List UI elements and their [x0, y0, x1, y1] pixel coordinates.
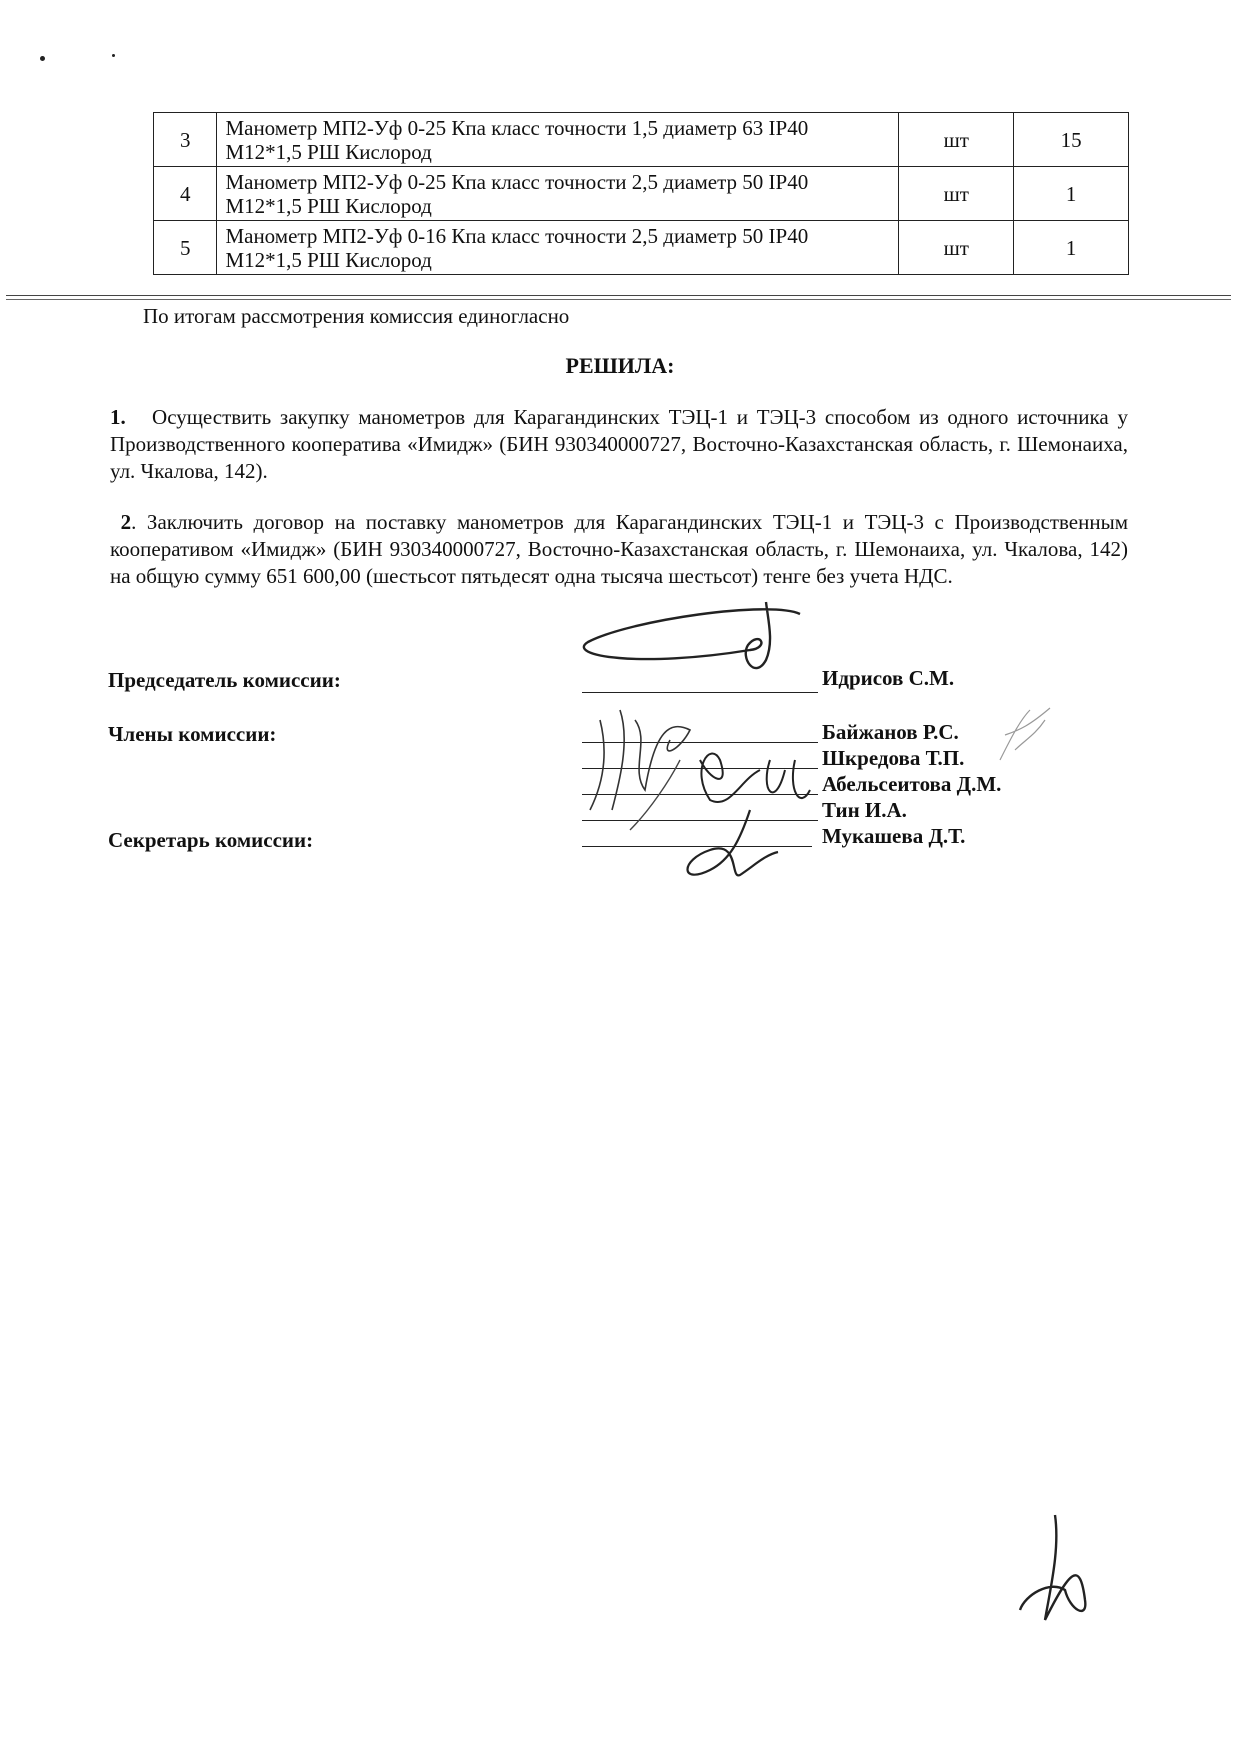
item-name	[217, 167, 899, 221]
paragraph-text: Осуществить закупку манометров для Карагандинских ТЭЦ-1 и ТЭЦ-3 способом из одного источника у Производственного кооператива «Имидж» (БИН 930340000727, Восточно-Казахстанская область, г. Шемонаиха, ул. Чкалова, 142).	[110, 405, 1128, 483]
signature-line	[582, 692, 818, 693]
item-name-line: Манометр МП2-Уф 0-16 Кпа класс точности 2,5 диаметр 50 IP40	[225, 223, 809, 248]
item-name-line: M12*1,5 РШ Кислород	[225, 247, 432, 272]
intro-text: По итогам рассмотрения комиссия единогласно	[143, 304, 570, 328]
member-name: Абельсеитова Д.М.	[822, 772, 1002, 796]
item-name-line: M12*1,5 РШ Кислород	[225, 193, 432, 218]
paragraph-text: . Заключить договор на поставку манометров для Карагандинских ТЭЦ-1 и ТЭЦ-3 с Производственным кооперативом «Имидж» (БИН 930340000727, Восточно-Казахстанская область, г. Шемонаиха, ул. Чкалова, 142) на общую сумму 651 600,00 (шестьсот пятьдесят одна тысяча шестьсот) тенге без учета НДС.	[110, 510, 1128, 588]
chairman-name: Идрисов С.М.	[822, 666, 955, 690]
secretary-name: Мукашева Д.Т.	[822, 824, 966, 848]
page-break-rule	[6, 299, 1231, 300]
members-label: Члены комиссии:	[108, 722, 277, 746]
item-name	[217, 113, 899, 167]
row-number: 4	[154, 167, 217, 221]
faint-signature	[990, 700, 1060, 770]
item-unit: шт	[899, 113, 1014, 167]
table-row	[154, 167, 1129, 221]
chairman-label: Председатель комиссии:	[108, 668, 341, 692]
secretary-signature	[670, 800, 780, 890]
table-row	[154, 113, 1129, 167]
row-number: 5	[154, 221, 217, 275]
item-quantity: 1	[1014, 167, 1129, 221]
item-name	[217, 221, 899, 275]
items-table	[153, 112, 1129, 275]
item-name-line: M12*1,5 РШ Кислород	[225, 139, 432, 164]
paragraph-number: 1.	[110, 405, 126, 429]
decision-heading: РЕШИЛА:	[565, 353, 675, 378]
decision-paragraph-2	[110, 509, 1128, 590]
page-break-rule	[6, 295, 1231, 296]
chairman-signature	[570, 590, 810, 690]
item-name-line: Манометр МП2-Уф 0-25 Кпа класс точности 1,5 диаметр 63 IP40	[225, 115, 809, 140]
page-initials	[1010, 1510, 1100, 1630]
member-name: Тин И.А.	[822, 798, 907, 822]
member-name: Шкредова Т.П.	[822, 746, 965, 770]
secretary-label: Секретарь комиссии:	[108, 828, 314, 852]
row-number: 3	[154, 113, 217, 167]
item-unit: шт	[899, 167, 1014, 221]
decision-paragraph-1	[110, 404, 1128, 485]
item-name-line: Манометр МП2-Уф 0-25 Кпа класс точности 2,5 диаметр 50 IP40	[225, 169, 809, 194]
paragraph-number: 2	[120, 510, 132, 534]
item-quantity: 1	[1014, 221, 1129, 275]
table-row	[154, 221, 1129, 275]
scan-speck	[112, 54, 115, 57]
item-quantity: 15	[1014, 113, 1129, 167]
item-unit: шт	[899, 221, 1014, 275]
member-name: Байжанов Р.С.	[822, 720, 959, 744]
scan-speck	[40, 56, 45, 61]
